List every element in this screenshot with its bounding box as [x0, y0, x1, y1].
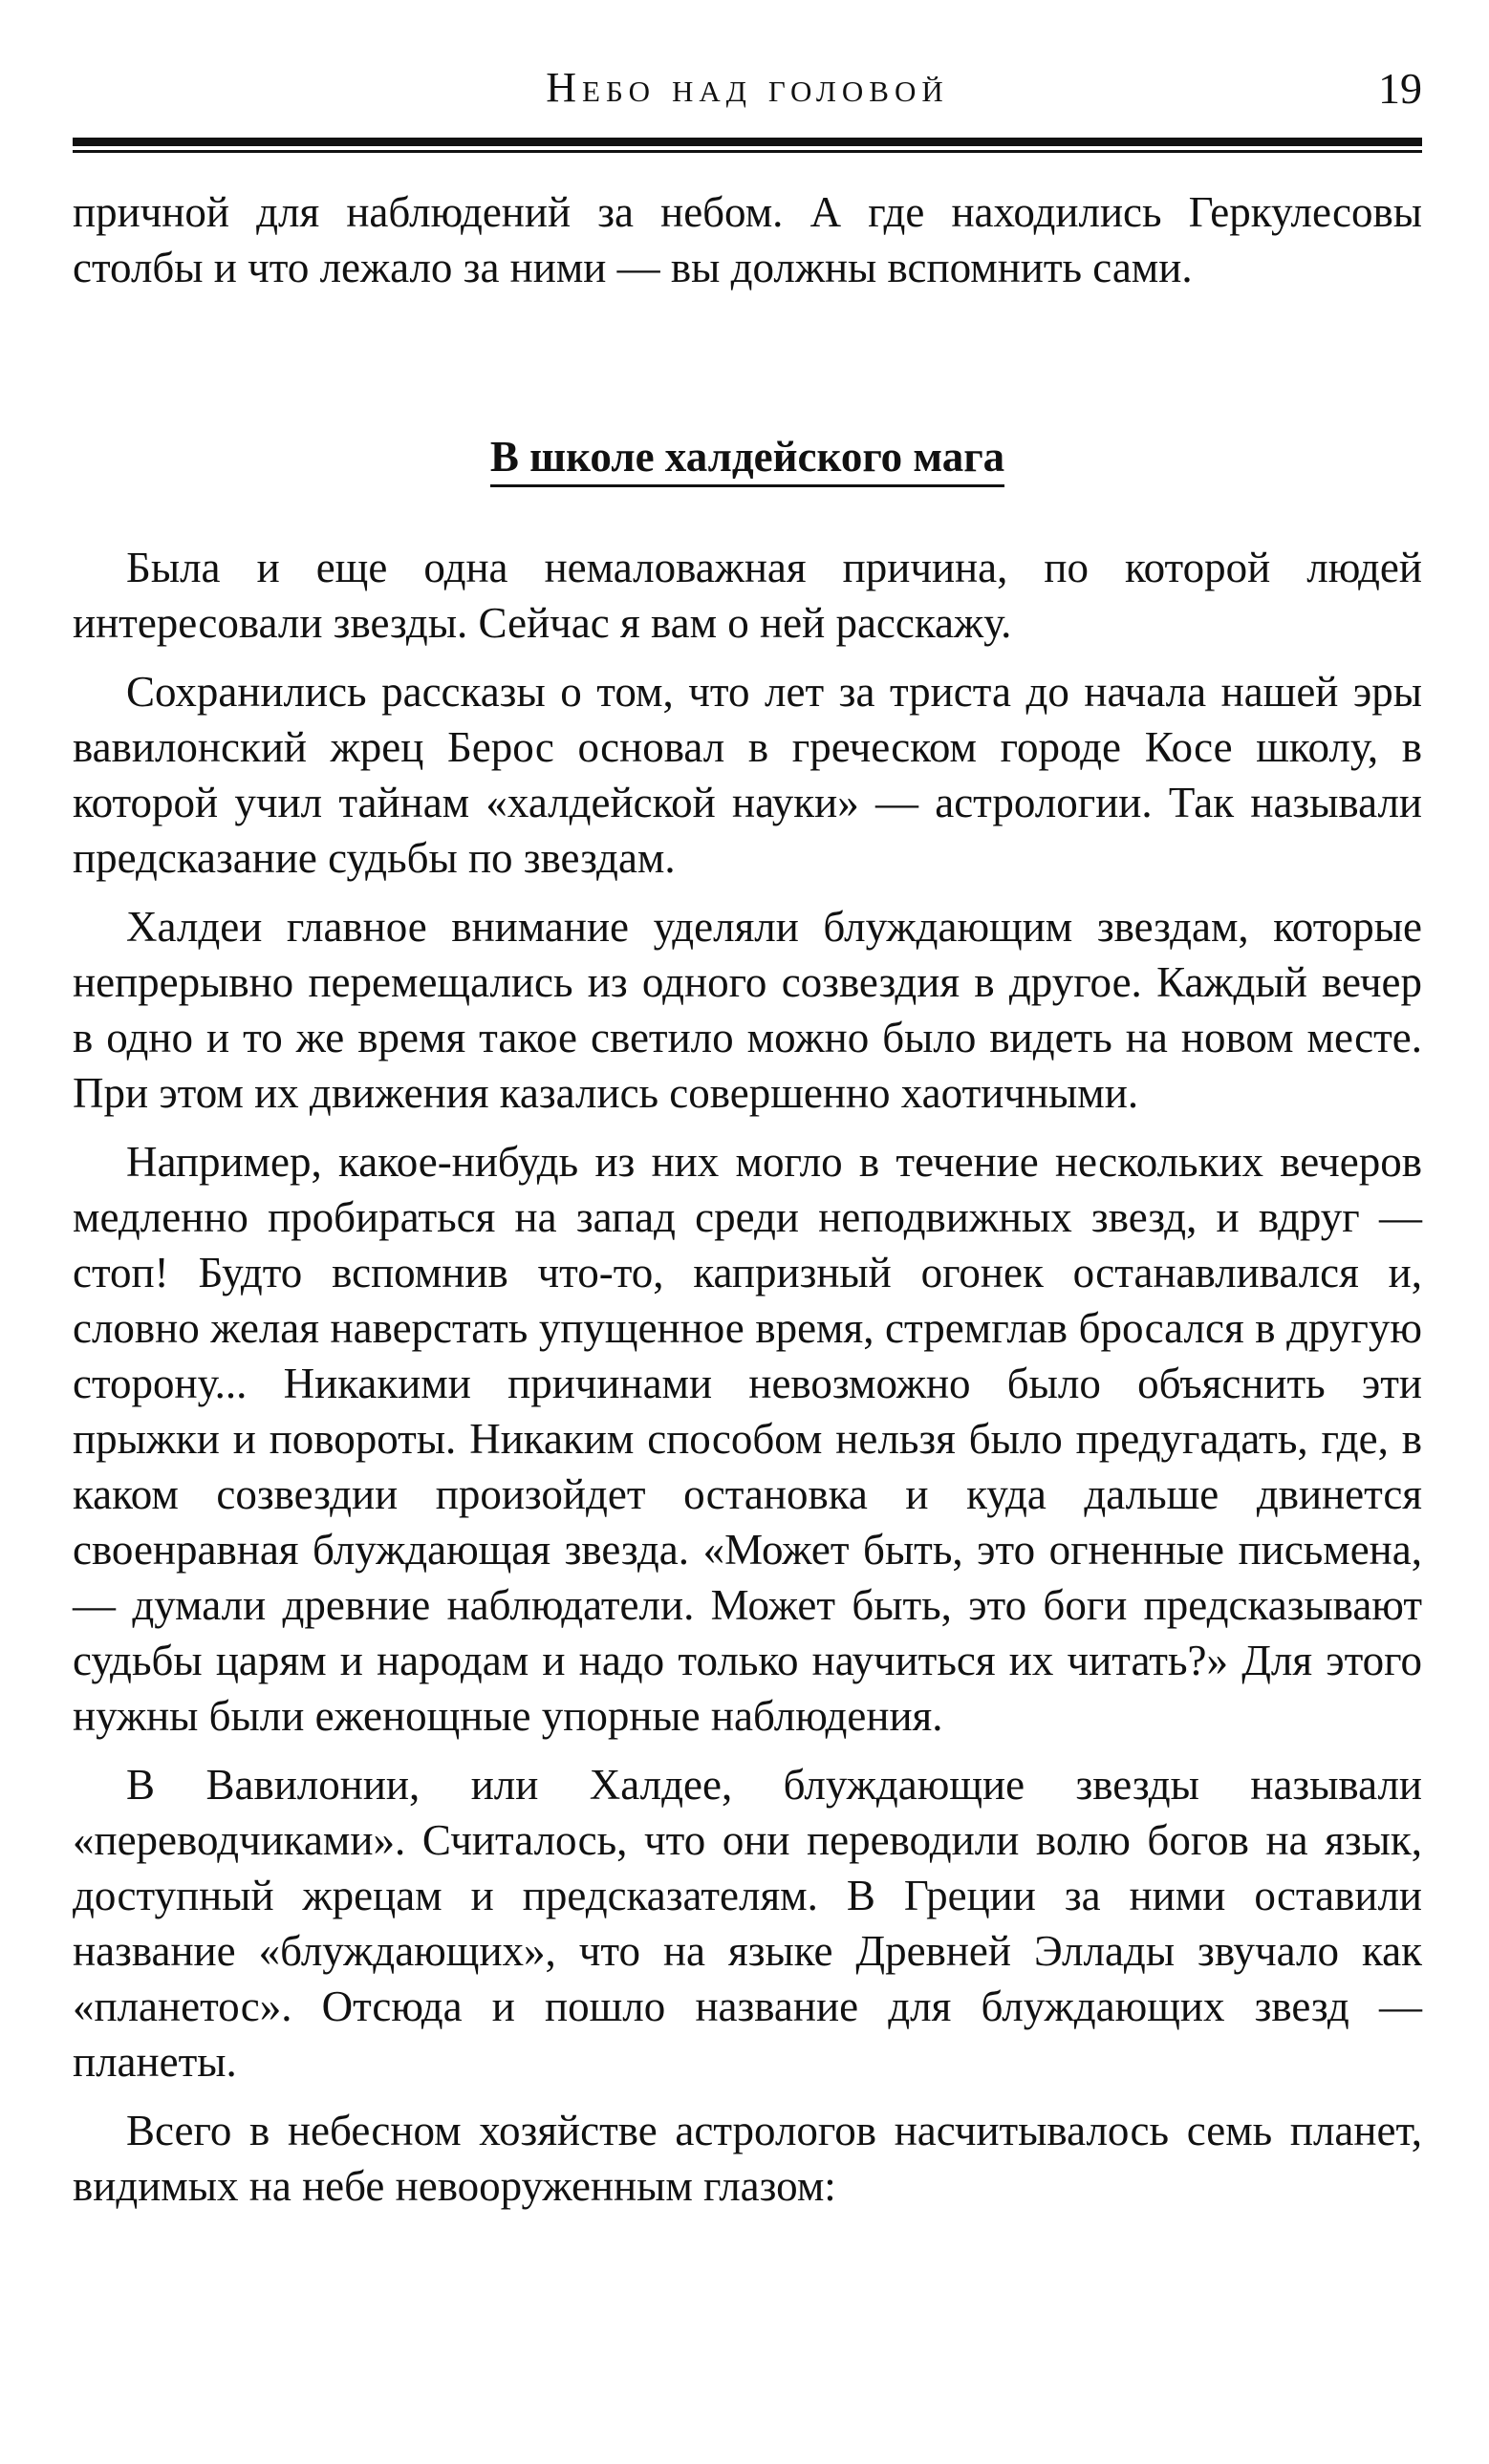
- page-number: 19: [1378, 64, 1422, 113]
- paragraph: Например, какое-нибудь из них могло в течение нескольких вечеров медленно пробираться на запад среди неподвижных звезд, и вдруг — стоп! Будто вспомнив что-то, капризный огонек останавливался и, словно желая наверстать упущенное время, стремглав бросался в другую сторону... Никакими причинами невозможно было объяснить эти прыжки и повороты. Никаким способом нельзя было предугадать, где, в каком созвездии произойдет остановка и куда дальше двинется своенравная блуждающая звезда. «Может быть, это огненные письмена, — думали древние наблюдатели. Может быть, это боги предсказывают судьбы царям и народам и надо только научиться их читать?» Для этого нужны были еженощные упорные наблюдения.: [73, 1138, 1422, 1740]
- paragraph: Была и еще одна немаловажная причина, по которой людей интересовали звезды. Сейчас я вам о ней расскажу.: [73, 544, 1422, 647]
- running-title: Небо над головой: [546, 64, 949, 111]
- section-heading: [73, 429, 1422, 484]
- body-text: [73, 184, 1422, 2214]
- section-heading-text: В школе халдейского мага: [490, 433, 1004, 487]
- paragraph: Сохранились рассказы о том, что лет за триста до начала нашей эры вавилонский жрец Берос основал в греческом городе Косе школу, в которой учил тайнам «халдейской науки» — астрологии. Так называли предсказание судьбы по звездам.: [73, 668, 1422, 882]
- header-rule-thick: [73, 138, 1422, 146]
- paragraph: Халдеи главное внимание уделяли блуждающим звездам, которые непрерывно перемещались из одного созвездия в другое. Каждый вечер в одно и то же время такое светило можно было видеть на новом месте. При этом их движения казались совершенно хаотичными.: [73, 903, 1422, 1117]
- header-rule-thin: [73, 150, 1422, 153]
- paragraph: В Вавилонии, или Халдее, блуждающие звезды называли «переводчиками». Считалось, что они переводили волю богов на язык, доступный жрецам и предсказателям. В Греции за ними оставили название «блуждающих», что на языке Древней Эллады звучало как «планетос». Отсюда и пошло название для блуждающих звезд — планеты.: [73, 1761, 1422, 2086]
- paragraph-continued: причной для наблюдений за небом. А где находились Геркулесовы столбы и что лежало за ними — вы должны вспомнить сами.: [73, 188, 1422, 291]
- book-page: [73, 55, 1422, 2425]
- running-header: [73, 55, 1422, 132]
- paragraph: Всего в небесном хозяйстве астрологов насчитывалось семь планет, видимых на небе невооруженным глазом:: [73, 2107, 1422, 2210]
